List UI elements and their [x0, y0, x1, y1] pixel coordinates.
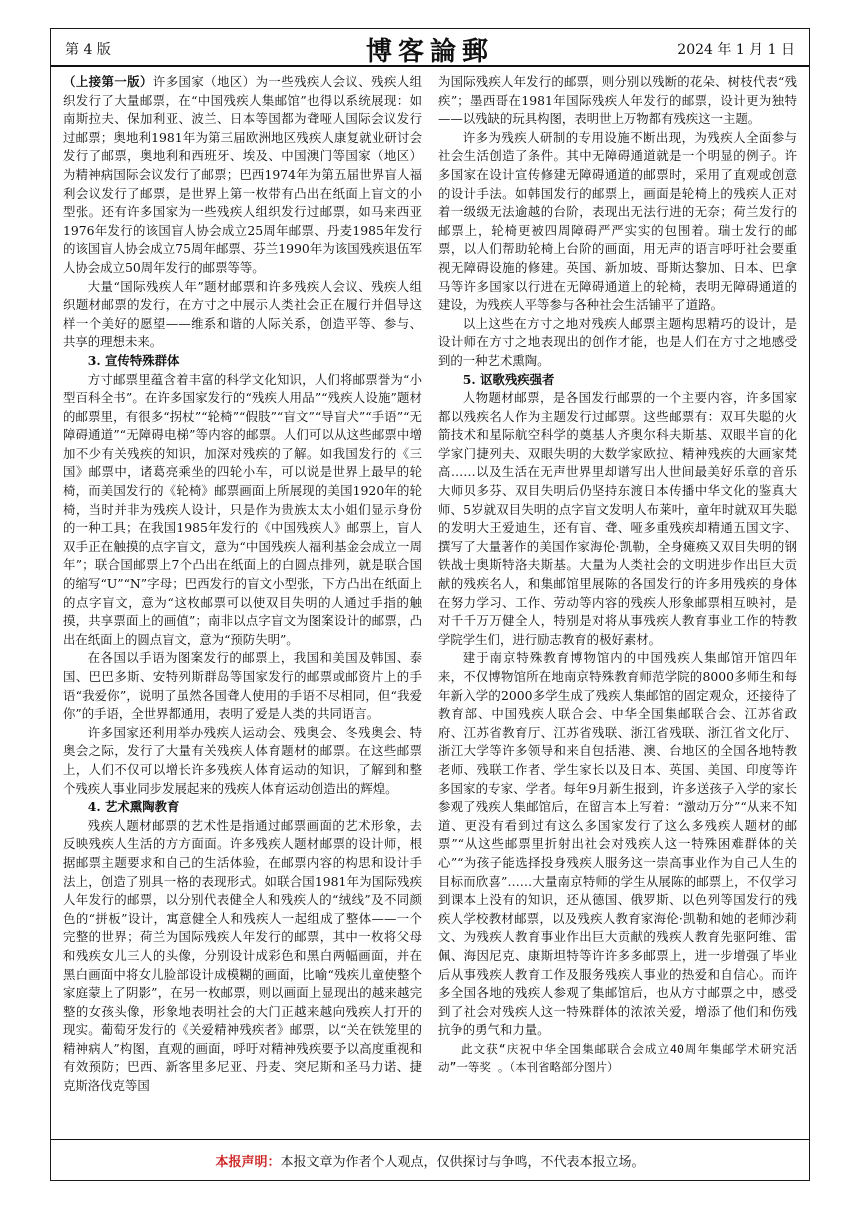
paragraph: 为国际残疾人年发行的邮票，则分别以残断的花朵、树枝代表“残疾”；墨西哥在1981年国际残疾人年发行的邮票，设计更为独特——以残缺的玩具构图，表明世上万物都有残疾这一主题。: [438, 74, 797, 127]
award-credit: 此文获“庆祝中华全国集邮联合会成立40周年集邮学术研究活动”一等奖 。（本刊省略部分图片）: [438, 1041, 797, 1074]
page-header: [51, 29, 809, 67]
right-column: [438, 73, 797, 1132]
paragraph: [63, 73, 422, 278]
paragraph: 在各国以手语为图案发行的邮票上，我国和美国及韩国、泰国、巴巴多斯、安特列斯群岛等国家发行的邮票或邮资片上的手语“我爱你”，说明了虽然各国聋人使用的手语不尽相同，但“我爱你”的手语，全世界都通用，表明了爱是人类的共同语言。: [63, 650, 422, 722]
left-column: [63, 73, 422, 1132]
paragraph: 建于南京特殊教育博物馆内的中国残疾人集邮馆开馆四年来，不仅博物馆所在地南京特殊教育师范学院的8000多师生和每年新入学的2000多学生成了残疾人集邮馆的固定观众，还接待了教育部、中国残疾人联合会、中华全国集邮联合会、江苏省政府、江苏省教育厅、江苏省残联、浙江省残联、浙江省文化厅、浙江大学等许多领导和来自包括港、澳、台地区的全国各地特教老师、残联工作者、学生家长以及日本、英国、美国、印度等许多国家的专家、学者。每年9月新生报到，许多送孩子入学的家长参观了残疾人集邮馆后，在留言本上写着：“激动万分”“从来不知道、更没有看到过有这么多国家发行了这么多残疾人题材的邮票”“从这些邮票里折射出社会对残疾人这一特殊困难群体的关心”“为孩子能选择投身残疾人服务这一崇高事业作为自己人生的目标而欣喜”……大量南京特师的学生从展陈的邮票上，不仅学习到课本上没有的知识，还从德国、俄罗斯、以色列等国发行的残疾人学校教材邮票，以及残疾人教育家海伦·凯勒和她的老师沙莉文、为残疾人教育事业作出巨大贡献的残疾人教育先驱阿维、雷佩、海因尼克、康斯坦特等许许多多邮票上，进一步增强了毕业后从事残疾人教育工作及服务残疾人事业的热爱和自信心。而许多全国各地的残疾人参观了集邮馆后，也从方寸邮票之中，感受到了社会对残疾人这一特殊群体的浓浓关爱，增添了他们和伤残抗争的勇气和力量。: [438, 650, 797, 1038]
article-body: [63, 73, 797, 1132]
paragraph: 方寸邮票里蕴含着丰富的科学文化知识，人们将邮票誉为“小型百科全书”。在许多国家发行的“残疾人用品”“残疾人设施”题材的邮票里，有很多“拐杖”“轮椅”“假肢”“盲文”“导盲犬”“手语”“无障碍通道”“无障碍电梯”等内容的邮票。人们可以从这些邮票中增加不少有关残疾的知识，加深对残疾的了解。如我国发行的《三国》邮票中，诸葛亮乘坐的四轮小车，可以说是世界上最早的轮椅，而美国发行的《轮椅》邮票画面上所展现的美国1920年的轮椅，当时并非为残疾人设计，只是作为贵族太太小姐们显示身份的一种工具；在我国1985年发行的《中国残疾人》邮票上，盲人双手正在触摸的点字盲文，意为“中国残疾人福利基金会成立一周年”；联合国邮票上7个凸出在纸面上的白圆点排列，就是联合国的缩写“U”“N”字母；巴西发行的盲文小型张，下方凸出在纸面上的点字盲文，意为“这枚邮票可以使双目失明的人通过手指的触摸，共享票面上的画值”；南非以点字盲文为图案设计的邮票，凸出在纸面上的圆点盲文，意为“预防失明”。: [63, 371, 422, 647]
page-footer-disclaimer: [51, 1139, 809, 1180]
disclaimer-label: 本报声明：: [215, 1154, 281, 1170]
paragraph: 许多为残疾人研制的专用设施不断出现，为残疾人全面参与社会生活创造了条件。其中无障碍通道就是一个明显的例子。许多国家在设计宣传修建无障碍通道的邮票时，采用了直观或创意的设计手法。如韩国发行的邮票上，画面是轮椅上的残疾人正对着一级级无法逾越的台阶，表现出无法行进的无奈；荷兰发行的邮票上，轮椅更被四周障碍严严实实的包围着。瑞士发行的邮票，以人们帮助轮椅上台阶的画面，用无声的语言呼吁社会要重视无障碍设施的修建。英国、新加坡、哥斯达黎加、日本、巴拿马等许多国家以行进在无障碍通道上的轮椅，表明无障碍通道的建设，为残疾人平等参与各种社会生活铺平了道路。: [438, 129, 797, 313]
paragraph: 大量“国际残疾人年”题材邮票和许多残疾人会议、残疾人组织题材邮票的发行，在方寸之中展示人类社会正在履行并倡导这样一个美好的愿望——维系和谐的人际关系，创造平等、参与、共享的理想未来。: [63, 278, 422, 350]
edition-number: 第 4 版: [65, 42, 111, 58]
continued-label: （上接第一版）: [63, 74, 153, 89]
section-heading: 4. 艺术熏陶教育: [87, 799, 180, 815]
paragraph: 人物题材邮票，是各国发行邮票的一个主要内容，许多国家都以残疾名人作为主题发行过邮票。这些邮票有：双耳失聪的火箭技术和星际航空科学的奠基人齐奥尔科夫斯基、双眼半盲的化学家门捷列夫、双眼失明的大数学家欧拉、精神残疾的大画家梵高……以及生活在无声世界里却谱写出人世间最美好乐章的音乐大师贝多芬、双目失明后仍坚持东渡日本传播中华文化的鉴真大师、5岁就双目失明的点字盲文发明人布莱叶，童年时就双耳失聪的发明大王爱迪生，还有盲、聋、哑多重残疾却精通五国文字、撰写了大量著作的美国作家海伦·凯勒，全身瘫痪又双目失明的钢铁战士奥斯特洛夫斯基。大量为人类社会的文明进步作出巨大贡献的残疾名人，和集邮馆里展陈的各国发行的许多用残疾的身体在努力学习、工作、劳动等内容的残疾人形象邮票相互映衬，是对千千万万健全人，特别是对将从事残疾人教育事业工作的特教学院学生们，进行励志教育的极好素材。: [438, 390, 797, 647]
issue-date: 2024 年 1 月 1 日: [677, 42, 795, 58]
paragraph: 以上这些在方寸之地对残疾人邮票主题构思精巧的设计，是设计师在方寸之地表现出的创作才能，也是人们在方寸之地感受到的一种艺术熏陶。: [438, 315, 797, 368]
paragraph: 许多国家还利用举办残疾人运动会、残奥会、冬残奥会、特奥会之际，发行了大量有关残疾人体育题材的邮票。在这些邮票上，人们不仅可以增长许多残疾人体育运动的知识，了解到和整个残疾人事业同步发展起来的残疾人体育运动创造出的辉煌。: [63, 724, 422, 796]
masthead-title: 博客論郵: [365, 37, 494, 67]
disclaimer-text: 本报文章为作者个人观点，仅供探讨与争鸣，不代表本报立场。: [280, 1154, 645, 1170]
paragraph-text: 许多国家（地区）为一些残疾人会议、残疾人组织发行了大量邮票，在“中国残疾人集邮馆”也得以系统展现：如南斯拉夫、保加利亚、波兰、日本等国都为聋哑人国际会议发行过邮票；奥地利1981年为第三届欧洲地区残疾人康复就业研讨会发行了邮票，奥地利和西班牙、埃及、中国澳门等国家（地区）为精神病国际会议发行了邮票；巴西1974年为第五届世界盲人福利会议发行了邮票，是世界上第一枚带有凸出在纸面上盲文的小型张。还有许多国家为一些残疾人组织发行过邮票，如马来西亚1976年发行的该国盲人协会成立25周年邮票、丹麦1985年发行的该国盲人协会成立75周年邮票、芬兰1990年为该国残疾退伍军人协会成立50周年发行的邮票等等。: [63, 74, 422, 275]
paragraph: 残疾人题材邮票的艺术性是指通过邮票画面的艺术形象，去反映残疾人生活的方方面面。许多残疾人题材邮票的设计师，根据邮票主题要求和自己的生活体验，在邮票内容的构思和设计手法上，创造了别具一格的表现形式。如联合国1981年为国际残疾人年发行的邮票，以分别代表健全人和残疾人的“绒线”及不同颜色的“拼板”设计，寓意健全人和残疾人一起组成了整体——一个完整的世界；荷兰为国际残疾人年发行的邮票，其中一枚将父母和残疾女儿三人的头像，分别设计成彩色和黑白两幅画面，并在黑白画面中将女儿脸部设计成模糊的画面，比喻“残疾儿童使整个家庭蒙上了阴影”，在另一枚邮票，则以画面上显现出的越来越完整的女孩头像，形象地表明社会的大门正越来越向残疾人打开的现实。葡萄牙发行的《关爱精神残疾者》邮票，以“关在铁笼里的精神病人”构图，直观的画面，呼吁对精神残疾要予以高度重视和有效预防；巴西、新客里多尼亚、丹麦、突尼斯和圣马力诺、捷克斯洛伐克等国: [63, 817, 422, 1094]
section-heading: 3. 宣传特殊群体: [87, 352, 180, 368]
newspaper-page: [50, 28, 810, 1181]
section-heading: 5. 讴歌残疾强者: [462, 371, 555, 387]
